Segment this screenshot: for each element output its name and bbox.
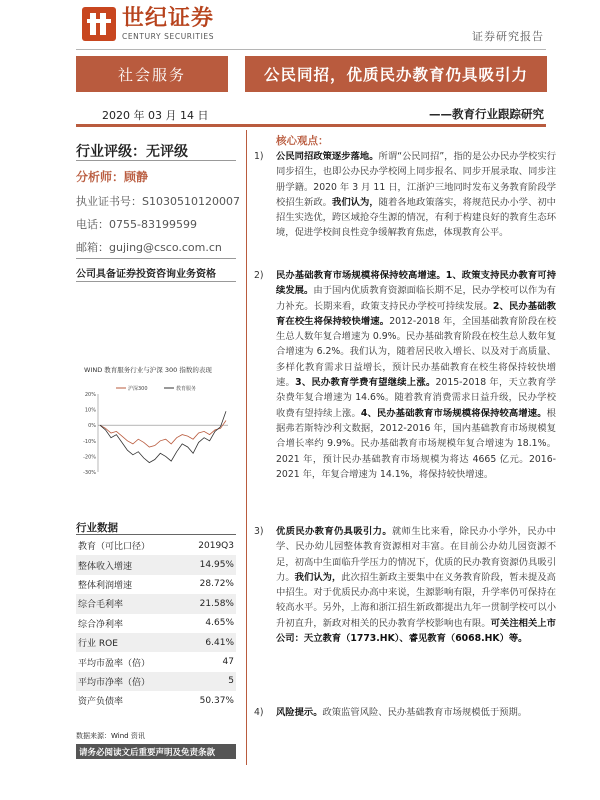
core-point-number: 4) (254, 707, 264, 718)
series-line-education (100, 411, 226, 462)
core-point-emphasis: 我们认为， (332, 196, 379, 208)
core-point-emphasis: 风险提示。 (276, 707, 323, 718)
table-row-value: 6.41% (205, 637, 234, 648)
table-row-label: 资产负债率 (78, 697, 124, 708)
table-row (76, 652, 236, 671)
core-point-body (276, 524, 556, 646)
table-row-value: 28.72% (199, 579, 234, 590)
column-divider (246, 130, 247, 765)
logo-en-text: CENTURY SECURITIES (122, 31, 215, 41)
series-line-hs300 (100, 421, 226, 448)
core-point-number: 1) (254, 151, 264, 162)
table-title: 行业数据 (76, 522, 118, 534)
table-row (76, 633, 236, 652)
table-row-value: 14.95% (199, 560, 234, 571)
table-row-label: 平均市盈率（倍） (78, 658, 151, 669)
table-row (76, 672, 236, 691)
core-point-text: 随着各地政策落实，将规范民办小学、初中招生实选优，跨区域抢夺生源的情况，有利于构建良好的教育生态环境，促进学校间良性竞争缓解教育焦虑，体现教育公平。 (276, 196, 556, 239)
core-point-emphasis: 民办基础教育市场规模将保持较高增速。1、政策支持民办教育可持续发展。 (276, 270, 556, 297)
report-subtitle: ——教育行业跟踪研究 (429, 107, 544, 121)
y-tick-label: 20% (84, 392, 96, 398)
left-divider (76, 281, 236, 282)
core-point (254, 705, 556, 720)
table-row (76, 691, 236, 710)
table-row-label: 行业 ROE (78, 639, 118, 650)
industry-rating: 行业评级：无评级 (76, 144, 188, 160)
phone-number: 电话：0755-83199599 (76, 218, 197, 231)
analyst-name: 分析师：顾静 (76, 170, 149, 184)
core-point-body (276, 268, 556, 482)
table-row-label: 整体利润增速 (78, 580, 133, 591)
y-tick-label: -30% (83, 470, 96, 476)
table-row-value: 5 (228, 676, 234, 687)
sector-banner: 社会服务 (76, 56, 228, 92)
legend-label: 沪深300 (128, 386, 148, 392)
title-divider (76, 124, 546, 127)
table-source: 数据来源：Wind 资讯 (76, 732, 145, 740)
table-row (76, 594, 236, 613)
table-row-value: 50.37% (199, 695, 234, 706)
logo-mark-icon (82, 4, 116, 42)
table-row-value: 21.58% (199, 598, 234, 609)
core-point (254, 524, 556, 646)
table-row (76, 555, 236, 574)
qualification-note: 公司具备证券投资咨询业务资格 (76, 269, 216, 280)
chart-title: WIND 教育服务行业与沪深 300 指数的表现 (84, 366, 212, 374)
table-row-label: 平均市净率（倍） (78, 677, 151, 688)
company-logo (82, 4, 214, 42)
core-point-emphasis: 我们认为， (294, 571, 342, 583)
core-point-text: 2015-2018 年，天立教育学杂费年复合增速为 14.6%。随着教育消费需求日益升级，民办学校收费有望持续上涨。 (276, 377, 556, 419)
core-point (254, 149, 556, 241)
core-point-body (276, 149, 556, 241)
core-point (254, 268, 556, 482)
table-row-value: 47 (222, 657, 234, 668)
email-address: 邮箱：gujing@csco.com.cn (76, 241, 222, 254)
core-point-text: 就师生比来看，除民办小学外，民办中学、民办幼儿园整体教育资源相对丰富。在目前公办幼儿园资源不足，初高中生面临升学压力的情况下，优质的民办教育资源仍具吸引力。 (276, 526, 556, 583)
left-divider (76, 160, 236, 161)
legend-label: 教育服务 (176, 386, 197, 392)
report-title: 公民同招，优质民办教育仍具吸引力 (245, 56, 547, 92)
core-point-number: 3) (254, 526, 264, 537)
left-divider (76, 258, 236, 259)
core-point-number: 2) (254, 270, 264, 281)
core-point-emphasis: 3、民办教育学费有望继续上涨。 (295, 377, 436, 389)
report-type-label: 证券研究报告 (472, 30, 544, 43)
disclaimer-note: 请务必阅读文后重要声明及免责条款 (76, 744, 236, 759)
table-divider (76, 534, 236, 535)
core-point-text: 政策监管风险、民办基础教育市场规模低于预期。 (322, 707, 528, 718)
table-row-label: 综合毛利率 (78, 600, 124, 611)
table-row (76, 536, 236, 555)
table-row-value: 4.65% (205, 618, 234, 629)
header-divider (76, 49, 546, 50)
core-point-text: 由于国内优质教育资源面临长期不足，民办学校可以作为有力补充。长期来看，政策支持民办学校可持续发展。 (276, 285, 556, 312)
report-date: 2020 年 03 月 14 日 (102, 109, 209, 122)
core-view-title: 核心观点： (276, 135, 329, 147)
core-point-text: 此次招生新政主要集中在义务教育阶段，暂未提及高中招生。对于优质民办高中来说，生源影响有限，升学率仍可保持在较高水平。另外，上海和浙江招生新政都提出九年一贯制学校可以小升初直升，新政对相关的民办教育学校影响也有限。 (276, 571, 556, 629)
y-tick-label: 10% (84, 407, 96, 414)
y-tick-label: -10% (83, 438, 96, 445)
y-tick-label: -20% (83, 454, 96, 461)
cert-number: 执业证书号：S1030510120007 (76, 195, 240, 208)
table-row-label: 教育（可比口径） (78, 542, 151, 553)
table-row (76, 614, 236, 633)
core-point-emphasis: 公民同招政策逐步落地。 (276, 151, 379, 162)
core-point-text: 2012-2018 年，全国基础教育阶段在校生总人数年复合增速为 0.9%。民办基础教育阶段在校生总人数年复合增速为 6.2%。我们认为，随着居民收入增长、以及对于高质量、多样化教育需求日益增长，预计民办基础教育在校生将保持较快增速。 (276, 315, 556, 389)
core-point-emphasis: 优质民办教育仍具吸引力。 (276, 526, 393, 537)
y-tick-label: 0% (88, 423, 96, 430)
table-row-label: 整体收入增速 (78, 561, 133, 572)
industry-data-table (76, 536, 236, 711)
core-point-emphasis: 4、民办基础教育市场规模将保持较高增速。 (360, 407, 547, 419)
core-point-text: 根据弗若斯特沙利文数据，2012-2016 年，国内基础教育市场规模复合增长率约 9.9%。民办基础教育市场规模年复合增速为 18.1%。2021 年，预计民办基础教育市场规模为将达 4665 亿元。2016-2021 年，年复合增速为 14.1%，将保持较快增速。 (276, 407, 556, 480)
core-point-text: 所谓“公民同招”，指的是公办民办学校实行同步招生，也即公办民办学校网上同步报名、同步开展录取、同步注册学籍。2020 年 3 月 11 日，江浙沪三地同时发布义务教育阶段学校招生新政。 (276, 151, 556, 208)
table-row (76, 575, 236, 594)
logo-cn-text: 世纪证券 (122, 5, 215, 31)
table-row-value: 2019Q3 (198, 540, 234, 551)
core-point-emphasis: 2、民办基础教育在校生将保持较快增速。 (276, 300, 556, 327)
core-point-emphasis: 可关注相关上市公司：天立教育（1773.HK）、睿见教育（6068.HK）等。 (276, 617, 556, 645)
performance-chart (76, 380, 236, 480)
core-point-body (276, 705, 556, 720)
table-row-label: 综合净利率 (78, 619, 124, 630)
